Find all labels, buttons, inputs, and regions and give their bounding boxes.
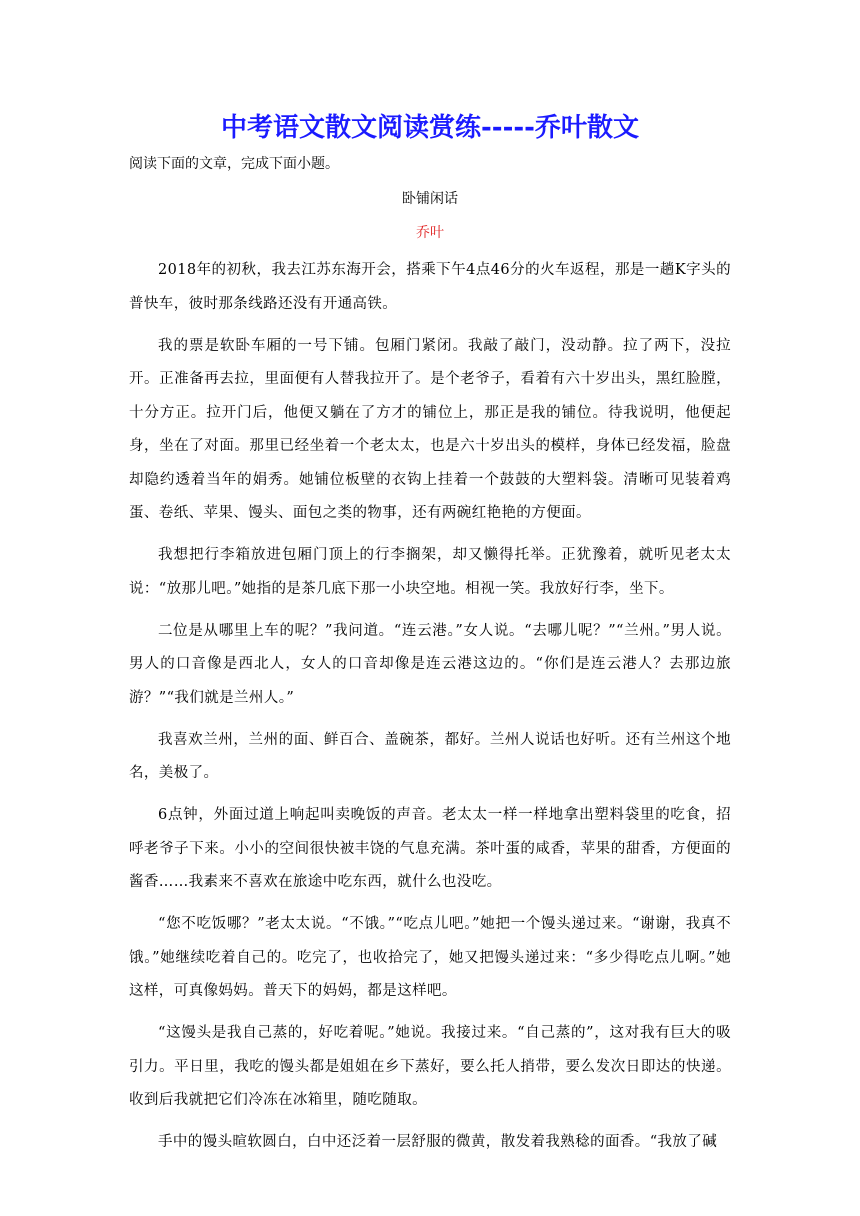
paragraph: “这馒头是我自己蒸的，好吃着呢。”她说。我接过来。“自己蒸的”，这对我有巨大的吸引力。平日里，我吃的馒头都是姐姐在乡下蒸好，要么托人捎带，要么发次日即达的快递。收到后我就把它们冷冻在冰箱里，随吃随取。: [129, 1025, 731, 1108]
document-title: 中考语文散文阅读赏练-----乔叶散文: [221, 113, 639, 143]
article-title: 卧铺闲话: [402, 191, 458, 207]
paragraph: 二位是从哪里上车的呢？”我问道。“连云港。”女人说。“去哪儿呢？”“兰州。”男人说。男人的口音像是西北人，女人的口音却像是连云港这边的。“你们是连云港人？去那边旅游？”“我们就是兰州人。”: [129, 622, 731, 706]
paragraph: 我喜欢兰州，兰州的面、鲜百合、盖碗茶，都好。兰州人说话也好听。还有兰州这个地名，美极了。: [129, 731, 731, 781]
paragraph: 6点钟，外面过道上响起叫卖晚饭的声音。老太太一样一样地拿出塑料袋里的吃食，招呼老爷子下来。小小的空间很快被丰饶的气息充满。茶叶蛋的咸香，苹果的甜香，方便面的酱香……我素来不喜欢在旅途中吃东西，就什么也没吃。: [129, 807, 731, 890]
paragraph: 手中的馒头暄软圆白，白中还泛着一层舒服的微黄，散发着我熟稔的面香。“我放了碱: [158, 1134, 718, 1150]
article-body: [129, 254, 731, 1168]
article-author: 乔叶: [416, 225, 444, 241]
reading-instruction: 阅读下面的文章，完成下面小题。: [129, 156, 339, 172]
paragraph: 2018年的初秋，我去江苏东海开会，搭乘下午4点46分的火车返程，那是一趟K字头的普快车，彼时那条线路还没有开通高铁。: [129, 262, 731, 312]
paragraph: 我的票是软卧车厢的一号下铺。包厢门紧闭。我敲了敲门，没动静。拉了两下，没拉开。正准备再去拉，里面便有人替我拉开了。是个老爷子，看着有六十岁出头，黑红脸膛，十分方正。拉开门后，他便又躺在了方才的铺位上，那正是我的铺位。待我说明，他便起身，坐在了对面。那里已经坐着一个老太太，也是六十岁出头的模样，身体已经发福，脸盘却隐约透着当年的娟秀。她铺位板壁的衣钩上挂着一个鼓鼓的大塑料袋。清晰可见装着鸡蛋、卷纸、苹果、馒头、面包之类的物事，还有两碗红艳艳的方便面。: [129, 337, 731, 521]
paragraph: 我想把行李箱放进包厢门顶上的行李搁架，却又懒得托举。正犹豫着，就听见老太太说：“放那儿吧。”她指的是茶几底下那一小块空地。相视一笑。我放好行李，坐下。: [129, 547, 731, 597]
paragraph: “您不吃饭哪？”老太太说。“不饿。”“吃点儿吧。”她把一个馒头递过来。“谢谢，我真不饿。”她继续吃着自己的。吃完了，也收拾完了，她又把馒头递过来：“多少得吃点儿啊。”她这样，可真像妈妈。普天下的妈妈，都是这样吧。: [129, 916, 731, 999]
